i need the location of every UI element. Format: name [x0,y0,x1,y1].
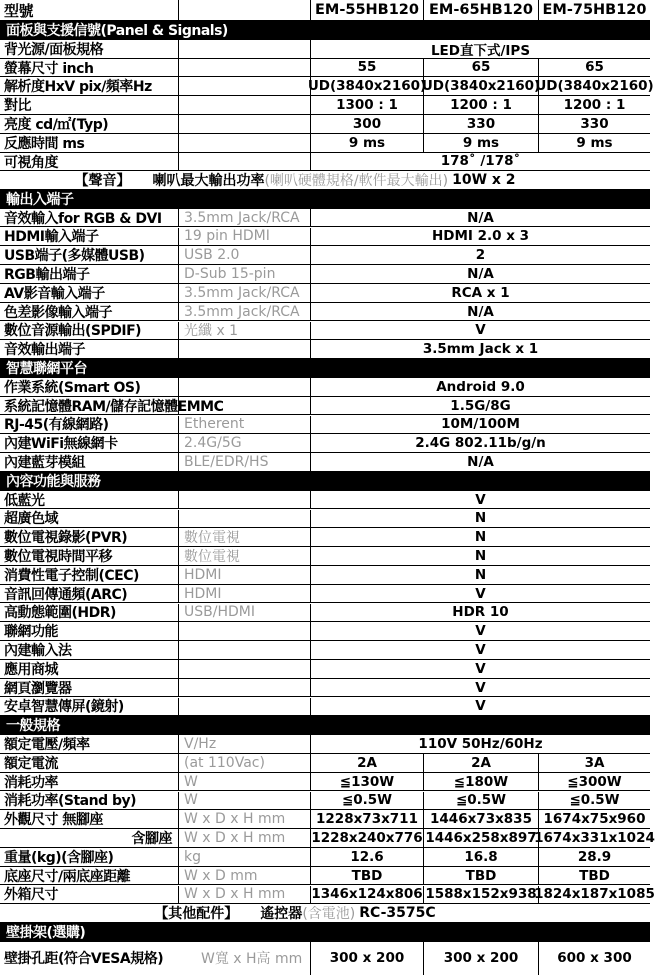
features-row-unit: HDMI [178,585,310,603]
smart-row-label: 內建藍芽模組 [4,455,85,471]
smart-row [0,434,650,453]
general-row-unit: W x D mm [178,867,310,885]
io-row [0,322,650,341]
accessory-note-label: 遙控器 [260,906,303,923]
section-title: 面板與支援信號(Panel & Signals) [6,22,228,39]
features-row-label: 低藍光 [4,492,45,509]
row-size [0,59,650,78]
model-2-value: 9 ms [423,134,538,152]
row-viewing [0,153,650,172]
model-3-value: 1674x331x1024 [534,829,655,846]
general-row-unit: W x D x H mm [178,810,310,828]
features-row-value: V [310,679,650,697]
section-title: 內容功能與服務 [6,473,101,490]
features-row-unit [178,641,310,659]
model-3-value: 1674x75x960 [538,810,650,828]
general-row [0,754,650,773]
model-1-value: UD(3840x2160) [307,78,427,95]
smart-row-value: N/A [310,453,650,471]
io-row [0,340,650,359]
row-resolution [0,77,654,96]
features-row-label: 內建輸入法 [4,643,72,659]
row-voltage [0,735,650,754]
voltage-value: 110V 50Hz/60Hz [310,735,650,753]
features-row [0,510,650,529]
model-2-value: TBD [423,867,538,885]
row-contrast [0,96,650,115]
io-row [0,265,650,284]
io-row [0,246,650,265]
model-3-value: TBD [538,867,650,885]
features-row-value: N [310,510,650,528]
io-row-value: 2 [310,246,650,264]
features-row-value: V [310,585,650,603]
section-features [0,472,650,491]
general-row-label: 重量(kg)(含腳座) [4,849,114,866]
model-1-value: 1228x240x776 [311,829,423,846]
features-row-value: HDR 10 [310,604,650,622]
model-3-value: 9 ms [538,134,650,152]
features-row-value: V [310,641,650,659]
features-row [0,679,650,698]
unit-cell [178,134,310,152]
sound-note-label: 喇叭最大輸出功率 [152,173,265,190]
general-row [0,829,655,848]
model-1-value: 9 ms [310,134,423,152]
general-row-label: 外箱尺寸 [4,887,58,904]
section-general [0,716,650,735]
section-title: 輸出入端子 [6,191,74,208]
io-row-value: V [310,322,650,340]
header-label: 型號 [4,1,34,20]
model-2-value: EM-65HB120 [423,0,538,20]
voltage-unit: V/Hz [178,735,310,753]
io-row-unit [178,340,310,358]
unit-cell [178,96,310,114]
model-3-value: 1200 : 1 [538,96,650,114]
features-row-unit: USB/HDMI [178,604,310,622]
smart-row-value: 1.5G/8G [310,397,650,415]
features-row-label: 超廣色域 [4,511,58,528]
smart-row-label: 系統記憶體RAM/儲存記憶體EMMC [4,398,224,415]
io-row-unit: 3.5mm Jack/RCA [178,303,310,321]
smart-row [0,453,650,472]
io-row-label: 音效輸出端子 [4,342,85,359]
features-row-label: 音訊回傳通頻(ARC) [4,586,128,603]
viewing-value: 178˚ /178˚ [310,153,650,171]
model-1-value: ≦130W [310,773,423,791]
header-blank [178,0,310,20]
general-row [0,886,655,905]
general-row-unit: kg [178,848,310,866]
smart-row-label: RJ-45(有線網路) [4,417,109,434]
model-2-value: ≦0.5W [423,792,538,810]
sound-note-bracket: 【聲音】 [74,173,131,190]
unit-cell [178,40,310,58]
model-3-value: 28.9 [538,848,650,866]
smart-row-unit [178,378,310,396]
model-1-value: 1300 : 1 [310,96,423,114]
smart-row-value: 10M/100M [310,416,650,434]
io-row-unit: 3.5mm Jack/RCA [178,209,310,227]
section-smart [0,359,650,378]
io-row-value: N/A [310,303,650,321]
general-row-label: 消耗功率 [4,774,58,791]
features-row [0,660,650,679]
accessory-note-gray: (含電池) [302,906,356,923]
model-1-value: 1228x73x711 [310,810,423,828]
smart-row-unit: Etherent [178,416,310,434]
general-row [0,848,650,867]
sound-note-value: 10W x 2 [452,172,516,189]
model-2-value: 330 [423,115,538,133]
general-row-unit: W [178,773,310,791]
io-row-label: USB端子(多媒體USB) [4,248,145,265]
sound-note-gray: (喇叭硬體規格/軟件最大輸出) [264,173,449,190]
io-row-label: HDMI輸入端子 [4,229,99,246]
accessory-note-row [0,904,650,923]
smart-row-label: 內建WiFi無線網卡 [4,436,118,453]
section-panel [0,21,650,40]
size-label: 螢幕尺寸 inch [4,60,94,77]
model-1-value: 2A [310,754,423,772]
features-row-unit [178,679,310,697]
features-row [0,491,650,510]
features-row-label: 應用商城 [4,661,58,678]
model-1-value: 300 [310,115,423,133]
general-row-unit: W x D x H mm [178,829,310,847]
smart-row-unit [178,397,310,415]
model-2-value: ≦180W [423,773,538,791]
smart-row-unit: BLE/EDR/HS [178,453,310,471]
features-row-value: V [310,491,650,509]
model-3-value: 330 [538,115,650,133]
io-row-value: N/A [310,265,650,283]
features-row-label: 數位電視時間平移 [4,549,112,565]
model-2-value: 1200 : 1 [423,96,538,114]
section-title: 一般規格 [6,718,60,735]
smart-row-value: 2.4G 802.11b/g/n [310,434,650,452]
section-title: 智慧聯網平台 [6,361,87,377]
unit-cell [178,115,310,133]
features-row [0,641,650,660]
model-2-value: 300 x 200 [423,942,538,975]
backlight-value: LED直下式/IPS [310,40,650,58]
response-label: 反應時間 ms [4,135,85,152]
model-2-value: 1446x73x835 [423,810,538,828]
features-row-value: V [310,622,650,640]
features-row-value: N [310,547,650,565]
contrast-label: 對比 [4,98,31,115]
general-row [0,792,650,811]
backlight-label: 背光源/面板規格 [4,41,104,58]
general-row-label: 底座尺寸/兩底座距離 [4,868,131,885]
row-brightness [0,115,650,134]
general-row-label: 額定電流 [4,755,58,772]
features-row-label: 聯網功能 [4,624,58,641]
voltage-label: 額定電壓/頻率 [4,737,90,753]
features-row-unit [178,622,310,640]
io-row-unit: USB 2.0 [178,246,310,264]
io-row-value: 3.5mm Jack x 1 [310,340,650,358]
row-response [0,134,650,153]
model-3-value: ≦0.5W [538,792,650,810]
io-row-value: N/A [310,209,650,227]
smart-row-value: Android 9.0 [310,378,650,396]
features-row-label: 網頁瀏覽器 [4,680,72,697]
features-row-unit [178,510,310,528]
model-1-value: EM-55HB120 [310,0,423,20]
features-row-label: 消費性電子控制(CEC) [4,567,139,584]
viewing-label: 可視角度 [4,154,58,171]
model-3-value: EM-75HB120 [538,0,650,20]
section-io [0,190,650,209]
io-row-unit: 19 pin HDMI [178,228,310,246]
general-row [0,810,650,829]
model-3-value: ≦300W [538,773,650,791]
accessory-note-bracket: 【其他配件】 [154,906,239,923]
io-row [0,303,650,322]
model-2-value: 65 [423,59,538,77]
features-row-unit: 數位電視 [178,547,310,565]
header-row [0,0,650,21]
model-1-value: TBD [310,867,423,885]
model-3-value: 65 [538,59,650,77]
features-row-value: N [310,528,650,546]
model-3-value: 3A [538,754,650,772]
features-row [0,622,650,641]
smart-row [0,378,650,397]
sound-note [0,171,650,189]
features-row-label: 數位電視錄影(PVR) [4,530,128,547]
resolution-label: 解析度HxV pix/頻率Hz [4,79,152,96]
unit-cell [178,77,310,95]
wallmount-label: 壁掛孔距(符合VESA規格) [4,951,164,968]
io-row-label: 數位音源輸出(SPDIF) [4,323,142,340]
model-2-value: UD(3840x2160) [421,78,541,95]
row-wallmount [0,942,650,975]
features-row-unit: 數位電視 [178,528,310,546]
general-row-label: 消耗功率(Stand by) [4,793,137,810]
features-row-unit: HDMI [178,566,310,584]
sound-note-row [0,171,650,190]
unit-cell [178,153,310,171]
accessory-note [0,904,650,922]
io-row-label: RGB輸出端子 [4,267,90,283]
brightness-label: 亮度 cd/㎡(Typ) [4,116,109,133]
general-row-unit: (at 110Vac) [178,754,310,772]
model-2-value: 16.8 [423,848,538,866]
general-row [0,773,650,792]
section-wallmount [0,923,650,942]
general-row-label: 含腳座 [131,831,172,847]
model-1-value: 300 x 200 [310,942,423,975]
model-2-value: 2A [423,754,538,772]
model-1-value: 55 [310,59,423,77]
model-3-value: 600 x 300 [538,942,650,975]
model-3-value: UD(3840x2160) [535,78,654,95]
model-2-value: 1588x152x938 [423,886,538,904]
features-row [0,698,650,717]
io-row-value: RCA x 1 [310,284,650,302]
smart-row [0,416,650,435]
io-row-label: 音效輸入for RGB & DVI [4,210,162,227]
features-row-label: 高動態範圍(HDR) [4,605,116,622]
features-row-unit [178,491,310,509]
model-1-value: 12.6 [310,848,423,866]
io-row [0,284,650,303]
smart-row [0,397,650,416]
io-row-label: 色差影像輸入端子 [4,304,112,321]
unit-cell [178,59,310,77]
wallmount-unit: W寬 x H高 mm [201,951,303,968]
features-row [0,547,650,566]
features-row [0,566,650,585]
general-row-unit: W [178,792,310,810]
features-row [0,585,650,604]
general-row-label: 外觀尺寸 無腳座 [4,812,103,829]
features-row-value: V [310,660,650,678]
io-row-unit: 光纖 x 1 [178,322,310,340]
smart-row-unit: 2.4G/5G [178,434,310,452]
io-row-unit: D-Sub 15-pin [178,265,310,283]
io-row [0,209,650,228]
features-row [0,528,650,547]
features-row-value: V [310,698,650,716]
io-row-unit: 3.5mm Jack/RCA [178,284,310,302]
io-row-label: AV影音輸入端子 [4,285,105,302]
accessory-note-value: RC-3575C [359,905,436,922]
model-1-value: ≦0.5W [310,792,423,810]
features-row-unit [178,698,310,716]
features-row-value: N [310,566,650,584]
general-row [0,867,650,886]
features-row-label: 安卓智慧傳屏(鏡射) [4,699,124,716]
io-row [0,228,650,247]
model-3-value: 1824x187x1085 [534,886,655,903]
smart-row-label: 作業系統(Smart OS) [4,379,141,396]
section-title: 壁掛架(選購) [6,924,86,941]
features-row [0,604,650,623]
general-row-unit: W x D x H mm [178,886,310,904]
features-row-unit [178,660,310,678]
row-backlight [0,40,650,59]
model-1-value: 1346x124x806 [311,886,423,903]
io-row-value: HDMI 2.0 x 3 [310,228,650,246]
model-2-value: 1446x258x897 [423,829,538,847]
